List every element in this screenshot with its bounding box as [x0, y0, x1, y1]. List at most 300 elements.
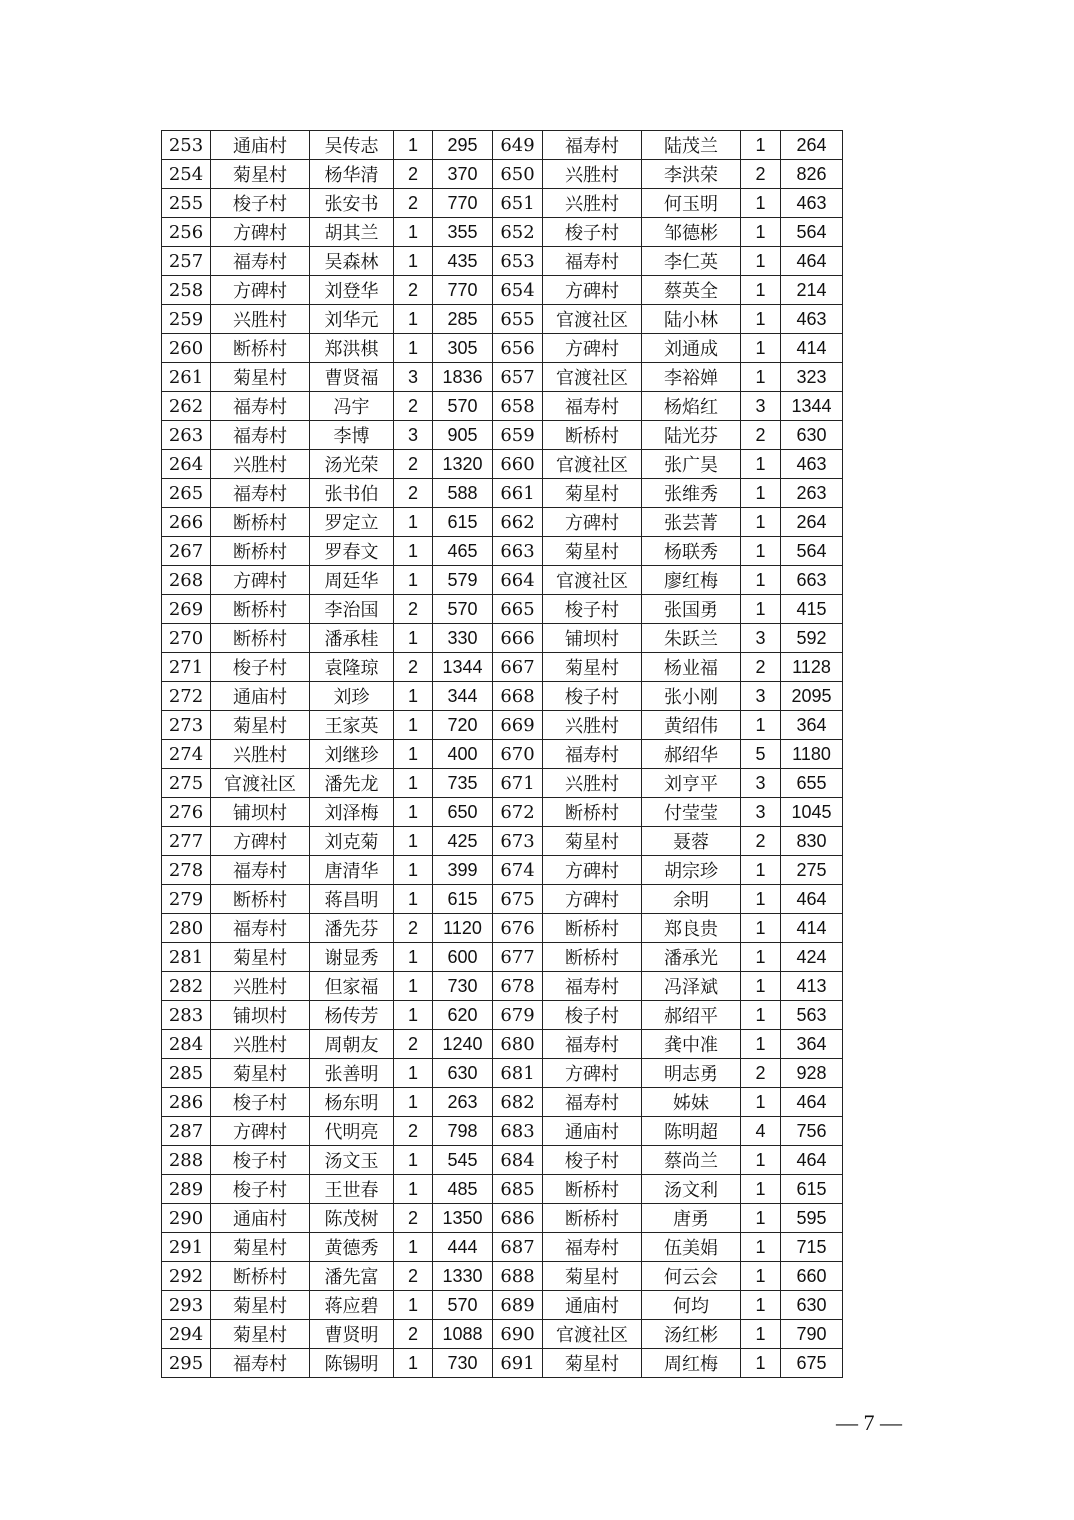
cell-amount-left: 600 [433, 943, 493, 972]
cell-count-right: 2 [741, 160, 781, 189]
cell-name-left: 潘承桂 [310, 624, 394, 653]
cell-name-right: 杨焰红 [642, 392, 741, 421]
cell-village-right: 菊星村 [543, 827, 642, 856]
cell-seq-left: 268 [162, 566, 211, 595]
cell-amount-left: 435 [433, 247, 493, 276]
cell-count-right: 1 [741, 1175, 781, 1204]
cell-seq-left: 280 [162, 914, 211, 943]
cell-count-left: 2 [394, 392, 433, 421]
table-row [162, 1146, 843, 1175]
cell-amount-right: 663 [781, 566, 843, 595]
table-row [162, 1030, 843, 1059]
cell-amount-left: 770 [433, 189, 493, 218]
cell-seq-right: 666 [493, 624, 543, 653]
cell-name-left: 谢显秀 [310, 943, 394, 972]
cell-seq-left: 282 [162, 972, 211, 1001]
cell-name-left: 陈锡明 [310, 1349, 394, 1378]
cell-amount-right: 424 [781, 943, 843, 972]
table-row [162, 914, 843, 943]
cell-amount-left: 400 [433, 740, 493, 769]
cell-count-left: 3 [394, 363, 433, 392]
cell-name-right: 郝绍平 [642, 1001, 741, 1030]
cell-village-left: 梭子村 [211, 1088, 310, 1117]
cell-name-right: 刘亨平 [642, 769, 741, 798]
cell-seq-left: 266 [162, 508, 211, 537]
cell-name-right: 陆光芬 [642, 421, 741, 450]
cell-village-left: 断桥村 [211, 508, 310, 537]
cell-count-left: 2 [394, 479, 433, 508]
table-row [162, 1349, 843, 1378]
cell-name-left: 杨华清 [310, 160, 394, 189]
cell-village-left: 菊星村 [211, 1059, 310, 1088]
cell-amount-right: 463 [781, 305, 843, 334]
cell-amount-left: 798 [433, 1117, 493, 1146]
cell-count-left: 2 [394, 1262, 433, 1291]
cell-count-right: 1 [741, 1233, 781, 1262]
cell-village-right: 断桥村 [543, 1204, 642, 1233]
cell-seq-left: 275 [162, 769, 211, 798]
cell-count-left: 1 [394, 305, 433, 334]
cell-village-right: 铺坝村 [543, 624, 642, 653]
cell-count-left: 1 [394, 885, 433, 914]
cell-count-left: 1 [394, 856, 433, 885]
cell-amount-right: 564 [781, 537, 843, 566]
cell-count-right: 1 [741, 943, 781, 972]
cell-seq-right: 676 [493, 914, 543, 943]
cell-seq-left: 279 [162, 885, 211, 914]
cell-seq-left: 270 [162, 624, 211, 653]
cell-count-right: 2 [741, 827, 781, 856]
cell-village-left: 梭子村 [211, 189, 310, 218]
table-row [162, 885, 843, 914]
cell-count-right: 3 [741, 624, 781, 653]
table-row [162, 508, 843, 537]
cell-count-left: 1 [394, 943, 433, 972]
table-row [162, 160, 843, 189]
cell-seq-right: 655 [493, 305, 543, 334]
table-row [162, 334, 843, 363]
cell-amount-right: 1344 [781, 392, 843, 421]
cell-name-right: 邹德彬 [642, 218, 741, 247]
cell-count-left: 2 [394, 189, 433, 218]
cell-name-right: 张国勇 [642, 595, 741, 624]
cell-amount-right: 364 [781, 711, 843, 740]
cell-amount-left: 1350 [433, 1204, 493, 1233]
cell-village-right: 兴胜村 [543, 189, 642, 218]
cell-seq-right: 669 [493, 711, 543, 740]
cell-village-left: 兴胜村 [211, 450, 310, 479]
cell-seq-right: 671 [493, 769, 543, 798]
cell-amount-left: 444 [433, 1233, 493, 1262]
cell-seq-left: 264 [162, 450, 211, 479]
cell-village-left: 福寿村 [211, 856, 310, 885]
cell-amount-left: 770 [433, 276, 493, 305]
cell-name-right: 蔡尚兰 [642, 1146, 741, 1175]
cell-count-left: 2 [394, 450, 433, 479]
cell-name-right: 付莹莹 [642, 798, 741, 827]
cell-count-left: 1 [394, 740, 433, 769]
cell-village-left: 梭子村 [211, 1146, 310, 1175]
cell-amount-right: 264 [781, 508, 843, 537]
cell-amount-right: 830 [781, 827, 843, 856]
cell-amount-left: 579 [433, 566, 493, 595]
cell-name-right: 伍美娟 [642, 1233, 741, 1262]
cell-name-left: 陈茂树 [310, 1204, 394, 1233]
cell-name-left: 郑洪棋 [310, 334, 394, 363]
cell-count-right: 1 [741, 595, 781, 624]
cell-name-left: 潘先富 [310, 1262, 394, 1291]
cell-amount-left: 1320 [433, 450, 493, 479]
cell-amount-right: 1180 [781, 740, 843, 769]
cell-name-right: 张小刚 [642, 682, 741, 711]
cell-village-left: 菊星村 [211, 1233, 310, 1262]
cell-count-right: 1 [741, 914, 781, 943]
cell-name-right: 杨联秀 [642, 537, 741, 566]
cell-count-right: 1 [741, 131, 781, 160]
cell-seq-left: 281 [162, 943, 211, 972]
cell-seq-right: 674 [493, 856, 543, 885]
cell-village-left: 断桥村 [211, 624, 310, 653]
cell-village-left: 方碑村 [211, 566, 310, 595]
cell-village-right: 福寿村 [543, 131, 642, 160]
cell-seq-left: 253 [162, 131, 211, 160]
cell-seq-right: 663 [493, 537, 543, 566]
table-row [162, 624, 843, 653]
cell-seq-right: 652 [493, 218, 543, 247]
cell-count-right: 1 [741, 856, 781, 885]
cell-village-left: 铺坝村 [211, 798, 310, 827]
cell-count-left: 2 [394, 1030, 433, 1059]
cell-count-left: 1 [394, 624, 433, 653]
cell-amount-right: 630 [781, 421, 843, 450]
cell-count-right: 1 [741, 276, 781, 305]
cell-count-right: 1 [741, 1030, 781, 1059]
cell-amount-right: 214 [781, 276, 843, 305]
cell-seq-left: 290 [162, 1204, 211, 1233]
cell-name-right: 李裕婵 [642, 363, 741, 392]
cell-amount-right: 928 [781, 1059, 843, 1088]
cell-amount-left: 720 [433, 711, 493, 740]
cell-village-left: 福寿村 [211, 392, 310, 421]
cell-amount-right: 463 [781, 450, 843, 479]
cell-seq-right: 685 [493, 1175, 543, 1204]
cell-name-left: 蒋应碧 [310, 1291, 394, 1320]
cell-village-right: 福寿村 [543, 1030, 642, 1059]
table-row [162, 1117, 843, 1146]
cell-name-left: 罗定立 [310, 508, 394, 537]
cell-seq-right: 649 [493, 131, 543, 160]
roster-body [162, 131, 843, 1378]
cell-count-right: 1 [741, 1001, 781, 1030]
cell-seq-left: 259 [162, 305, 211, 334]
cell-name-left: 张书伯 [310, 479, 394, 508]
cell-count-left: 1 [394, 972, 433, 1001]
table-row [162, 1204, 843, 1233]
cell-amount-left: 615 [433, 508, 493, 537]
cell-seq-right: 688 [493, 1262, 543, 1291]
cell-village-left: 断桥村 [211, 885, 310, 914]
cell-count-right: 1 [741, 508, 781, 537]
cell-count-right: 1 [741, 1262, 781, 1291]
cell-seq-left: 277 [162, 827, 211, 856]
cell-count-left: 3 [394, 421, 433, 450]
cell-name-left: 黄德秀 [310, 1233, 394, 1262]
cell-name-right: 张广昊 [642, 450, 741, 479]
cell-seq-left: 287 [162, 1117, 211, 1146]
cell-seq-right: 670 [493, 740, 543, 769]
cell-count-left: 1 [394, 769, 433, 798]
cell-name-left: 刘华元 [310, 305, 394, 334]
cell-amount-left: 615 [433, 885, 493, 914]
cell-count-left: 1 [394, 827, 433, 856]
cell-village-right: 通庙村 [543, 1117, 642, 1146]
cell-amount-right: 564 [781, 218, 843, 247]
cell-seq-right: 656 [493, 334, 543, 363]
cell-name-left: 刘登华 [310, 276, 394, 305]
cell-count-left: 1 [394, 1349, 433, 1378]
cell-amount-left: 570 [433, 1291, 493, 1320]
cell-name-right: 黄绍伟 [642, 711, 741, 740]
cell-amount-right: 364 [781, 1030, 843, 1059]
table-row [162, 1059, 843, 1088]
cell-amount-right: 415 [781, 595, 843, 624]
cell-seq-left: 292 [162, 1262, 211, 1291]
cell-count-left: 1 [394, 1233, 433, 1262]
cell-name-left: 杨传芳 [310, 1001, 394, 1030]
cell-seq-left: 260 [162, 334, 211, 363]
cell-village-left: 兴胜村 [211, 740, 310, 769]
cell-amount-left: 263 [433, 1088, 493, 1117]
cell-amount-left: 399 [433, 856, 493, 885]
cell-name-right: 余明 [642, 885, 741, 914]
table-row [162, 1262, 843, 1291]
cell-seq-left: 269 [162, 595, 211, 624]
cell-name-left: 代明亮 [310, 1117, 394, 1146]
cell-seq-left: 288 [162, 1146, 211, 1175]
cell-village-right: 断桥村 [543, 421, 642, 450]
cell-seq-right: 668 [493, 682, 543, 711]
cell-seq-right: 687 [493, 1233, 543, 1262]
table-row [162, 1088, 843, 1117]
cell-amount-right: 630 [781, 1291, 843, 1320]
cell-name-right: 何均 [642, 1291, 741, 1320]
cell-count-right: 1 [741, 1204, 781, 1233]
cell-village-left: 断桥村 [211, 1262, 310, 1291]
cell-amount-left: 570 [433, 595, 493, 624]
cell-amount-left: 305 [433, 334, 493, 363]
table-row [162, 682, 843, 711]
cell-seq-right: 673 [493, 827, 543, 856]
table-row [162, 856, 843, 885]
cell-village-left: 方碑村 [211, 1117, 310, 1146]
cell-village-right: 福寿村 [543, 972, 642, 1001]
cell-name-left: 胡其兰 [310, 218, 394, 247]
cell-amount-right: 595 [781, 1204, 843, 1233]
cell-name-right: 周红梅 [642, 1349, 741, 1378]
cell-village-right: 福寿村 [543, 392, 642, 421]
cell-amount-right: 264 [781, 131, 843, 160]
cell-village-right: 断桥村 [543, 1175, 642, 1204]
cell-seq-right: 675 [493, 885, 543, 914]
cell-name-right: 龚中准 [642, 1030, 741, 1059]
cell-count-right: 5 [741, 740, 781, 769]
cell-amount-left: 1836 [433, 363, 493, 392]
table-row [162, 421, 843, 450]
cell-village-right: 官渡社区 [543, 1320, 642, 1349]
cell-seq-right: 654 [493, 276, 543, 305]
cell-amount-left: 905 [433, 421, 493, 450]
cell-name-right: 冯泽斌 [642, 972, 741, 1001]
cell-amount-right: 2095 [781, 682, 843, 711]
cell-seq-right: 683 [493, 1117, 543, 1146]
cell-seq-left: 293 [162, 1291, 211, 1320]
cell-seq-left: 289 [162, 1175, 211, 1204]
cell-village-right: 兴胜村 [543, 769, 642, 798]
cell-count-left: 1 [394, 566, 433, 595]
cell-count-left: 2 [394, 1320, 433, 1349]
cell-amount-right: 464 [781, 247, 843, 276]
cell-name-left: 吴传志 [310, 131, 394, 160]
cell-amount-right: 1128 [781, 653, 843, 682]
cell-village-left: 兴胜村 [211, 1030, 310, 1059]
table-row [162, 827, 843, 856]
cell-amount-left: 650 [433, 798, 493, 827]
cell-name-left: 蒋昌明 [310, 885, 394, 914]
table-row [162, 1320, 843, 1349]
cell-name-right: 朱跃兰 [642, 624, 741, 653]
cell-amount-left: 545 [433, 1146, 493, 1175]
cell-village-right: 兴胜村 [543, 160, 642, 189]
cell-seq-left: 276 [162, 798, 211, 827]
cell-count-left: 1 [394, 1146, 433, 1175]
cell-count-right: 1 [741, 334, 781, 363]
cell-village-right: 菊星村 [543, 653, 642, 682]
cell-seq-right: 690 [493, 1320, 543, 1349]
cell-count-left: 2 [394, 1204, 433, 1233]
cell-amount-right: 414 [781, 334, 843, 363]
cell-count-right: 1 [741, 1320, 781, 1349]
cell-count-left: 2 [394, 1117, 433, 1146]
cell-village-left: 福寿村 [211, 1349, 310, 1378]
cell-village-left: 梭子村 [211, 653, 310, 682]
cell-seq-left: 272 [162, 682, 211, 711]
cell-count-right: 3 [741, 682, 781, 711]
cell-village-right: 断桥村 [543, 943, 642, 972]
cell-seq-right: 667 [493, 653, 543, 682]
cell-name-right: 明志勇 [642, 1059, 741, 1088]
cell-village-right: 梭子村 [543, 595, 642, 624]
cell-village-right: 菊星村 [543, 1349, 642, 1378]
cell-count-left: 1 [394, 682, 433, 711]
cell-village-right: 方碑村 [543, 1059, 642, 1088]
cell-village-right: 福寿村 [543, 1088, 642, 1117]
table-row [162, 131, 843, 160]
cell-amount-left: 730 [433, 972, 493, 1001]
cell-village-left: 通庙村 [211, 131, 310, 160]
table-row [162, 450, 843, 479]
cell-seq-right: 659 [493, 421, 543, 450]
cell-village-right: 方碑村 [543, 508, 642, 537]
cell-name-left: 刘珍 [310, 682, 394, 711]
cell-seq-left: 273 [162, 711, 211, 740]
cell-count-right: 1 [741, 450, 781, 479]
cell-seq-right: 661 [493, 479, 543, 508]
cell-seq-right: 651 [493, 189, 543, 218]
cell-name-left: 汤文玉 [310, 1146, 394, 1175]
cell-count-right: 2 [741, 653, 781, 682]
cell-village-left: 菊星村 [211, 711, 310, 740]
cell-amount-right: 756 [781, 1117, 843, 1146]
cell-amount-left: 1344 [433, 653, 493, 682]
cell-name-right: 陆小林 [642, 305, 741, 334]
table-row [162, 1175, 843, 1204]
cell-amount-right: 563 [781, 1001, 843, 1030]
cell-village-right: 官渡社区 [543, 566, 642, 595]
cell-amount-left: 588 [433, 479, 493, 508]
cell-amount-left: 344 [433, 682, 493, 711]
cell-name-right: 何玉明 [642, 189, 741, 218]
cell-seq-right: 664 [493, 566, 543, 595]
cell-count-right: 2 [741, 421, 781, 450]
cell-name-right: 张维秀 [642, 479, 741, 508]
cell-count-right: 1 [741, 1088, 781, 1117]
cell-name-right: 张芸菁 [642, 508, 741, 537]
cell-count-left: 2 [394, 914, 433, 943]
cell-seq-right: 660 [493, 450, 543, 479]
cell-name-left: 刘克菊 [310, 827, 394, 856]
cell-village-left: 菊星村 [211, 943, 310, 972]
cell-count-right: 1 [741, 218, 781, 247]
cell-amount-right: 655 [781, 769, 843, 798]
cell-amount-left: 425 [433, 827, 493, 856]
table-row [162, 943, 843, 972]
cell-amount-left: 1330 [433, 1262, 493, 1291]
cell-village-right: 方碑村 [543, 856, 642, 885]
cell-amount-right: 464 [781, 1088, 843, 1117]
cell-amount-right: 463 [781, 189, 843, 218]
cell-village-left: 兴胜村 [211, 972, 310, 1001]
cell-name-right: 唐勇 [642, 1204, 741, 1233]
cell-village-left: 通庙村 [211, 682, 310, 711]
cell-village-right: 福寿村 [543, 740, 642, 769]
cell-village-left: 断桥村 [211, 537, 310, 566]
cell-seq-right: 650 [493, 160, 543, 189]
cell-name-left: 罗春文 [310, 537, 394, 566]
cell-seq-left: 258 [162, 276, 211, 305]
cell-count-right: 1 [741, 247, 781, 276]
cell-name-left: 李博 [310, 421, 394, 450]
cell-name-left: 冯宇 [310, 392, 394, 421]
cell-seq-left: 274 [162, 740, 211, 769]
cell-name-left: 唐清华 [310, 856, 394, 885]
cell-count-left: 1 [394, 218, 433, 247]
cell-amount-left: 1120 [433, 914, 493, 943]
cell-village-left: 菊星村 [211, 1291, 310, 1320]
cell-name-left: 吴森林 [310, 247, 394, 276]
cell-count-right: 1 [741, 305, 781, 334]
cell-amount-right: 414 [781, 914, 843, 943]
cell-count-right: 1 [741, 885, 781, 914]
table-row [162, 1001, 843, 1030]
cell-seq-right: 680 [493, 1030, 543, 1059]
cell-seq-right: 657 [493, 363, 543, 392]
cell-count-right: 4 [741, 1117, 781, 1146]
cell-village-right: 菊星村 [543, 479, 642, 508]
cell-village-right: 官渡社区 [543, 305, 642, 334]
cell-count-right: 1 [741, 566, 781, 595]
cell-name-left: 杨东明 [310, 1088, 394, 1117]
table-row [162, 653, 843, 682]
